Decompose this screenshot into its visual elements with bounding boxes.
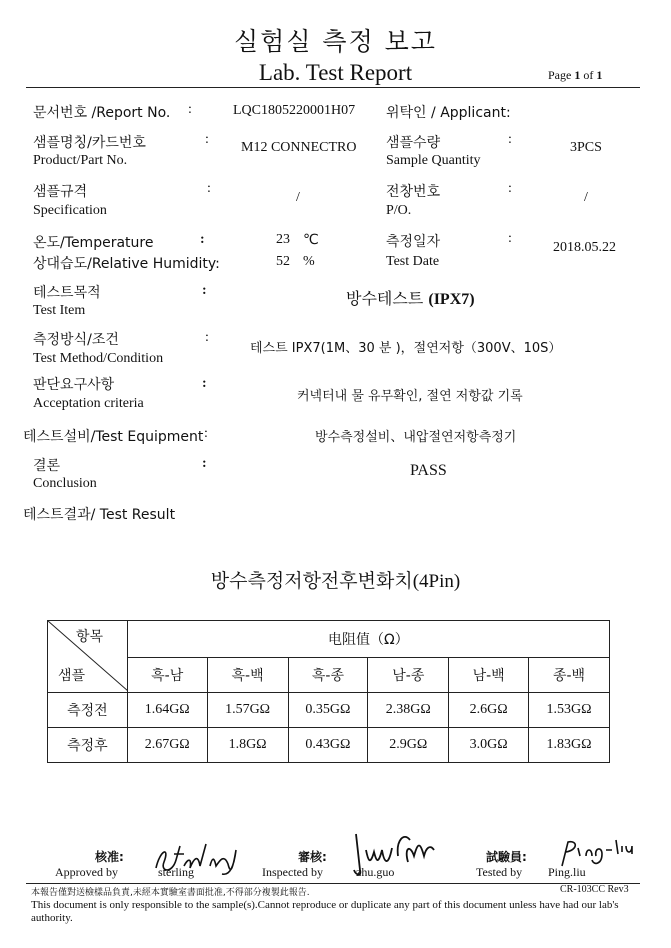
results-table [47,620,610,763]
equipment-value: 방수측정설비、내압절연저항측정기 [315,430,517,445]
table-cell: 2.6GΩ [449,693,529,728]
test-method-label-en: Test Method/Condition [33,351,164,366]
row-label: 측정전 [48,693,128,728]
tested-label-en: Tested by [476,865,523,879]
page-number [548,68,602,83]
corner-top-label: 항목 [76,629,104,645]
po-colon: : [508,181,512,196]
test-method-value: 테스트 IPX7(1M、30 분 )，절연저항（300V、10S） [250,341,562,356]
section-title-kr: 방수측정저항전후변화치 [210,570,413,592]
column-header: 흑-백 [207,658,288,693]
conclusion-value: PASS [410,462,447,479]
column-header: 흑-종 [288,658,368,693]
conclusion-label-en: Conclusion [33,476,97,491]
disclaimer-english: This document is only responsible to the sample(s).Cannot reproduce or duplicate any part of this document unless have had our lab's authority. [31,899,619,924]
test-date-label-kr: 측정일자 [386,234,441,250]
table-corner-cell [48,621,128,693]
sample-qty-label-en: Sample Quantity [386,153,481,168]
disclaimer-chinese: 本報告僅對送檢樣品負責,未經本實驗室書面批准,不得部分複製此報告. [31,888,310,898]
acceptance-label-kr: 판단요구사항 [33,377,115,393]
row-label: 측정후 [48,728,128,763]
humidity-label: 상대습도/Relative Humidity: [33,256,220,272]
tested-name: Ping.liu [548,865,586,879]
page-mid: of [580,68,597,82]
approved-signature [150,840,245,878]
part-no-value: M12 CONNECTRO [241,140,357,155]
acceptance-label-en: Acceptation criteria [33,396,144,411]
approved-label-en: Approved by [55,865,118,879]
equipment-label: 테스트설비/Test Equipment [23,429,204,445]
column-header: 남-백 [449,658,529,693]
test-item-value-kr: 방수테스트 [346,289,429,308]
test-item-label-kr: 테스트목적 [33,285,101,301]
report-no-value: LQC1805220001H07 [233,103,356,118]
temperature-label: 온도/Temperature [33,235,154,251]
spec-label-kr: 샘플규격 [33,184,88,200]
report-title-korean: 실험실 측정 보고 [234,27,437,56]
column-header: 종-백 [529,658,610,693]
test-date-label-en: Test Date [386,254,440,269]
table-cell: 0.43GΩ [288,728,368,763]
test-result-label: 테스트결과/ Test Result [23,507,176,523]
table-cell: 1.8GΩ [207,728,288,763]
test-method-label-kr: 측정방식/조건 [33,332,119,348]
sample-qty-colon: : [508,132,512,147]
table-cell: 0.35GΩ [288,693,368,728]
conclusion-label-kr: 결론 [33,458,61,474]
inspected-label-cn: 審核: [298,850,327,864]
spec-label-en: Specification [33,203,107,218]
po-label-kr: 전창번호 [386,184,441,200]
table-cell: 1.57GΩ [207,693,288,728]
footer-divider [26,883,640,884]
test-method-colon: : [205,330,209,345]
form-code: CR-103CC Rev3 [560,884,629,895]
report-no-colon: : [188,102,192,117]
acceptance-colon: : [202,376,207,391]
test-date-colon: : [508,231,512,246]
acceptance-value: 커넥터내 물 유무확인, 절연 저항값 기록 [297,389,523,404]
inspected-label-en: Inspected by [262,865,323,879]
approved-label-cn: 核准: [95,850,124,864]
conclusion-colon: : [202,456,207,471]
table-cell: 2.38GΩ [368,693,449,728]
spec-value: / [296,190,300,205]
test-date-value: 2018.05.22 [553,240,616,255]
part-no-label-en: Product/Part No. [33,153,128,168]
test-item-colon: : [202,283,207,298]
column-header: 흑-남 [127,658,207,693]
page-current: 1 [574,68,581,82]
test-item-value-en: (IPX7) [428,291,475,308]
table-cell: 1.83GΩ [529,728,610,763]
sample-qty-value: 3PCS [570,140,602,155]
temperature-value: 23 [276,232,290,247]
page-prefix: Page [548,68,575,82]
spec-colon: : [207,181,211,196]
part-no-colon: : [205,132,209,147]
table-cell: 1.53GΩ [529,693,610,728]
po-label-en: P/O. [386,203,412,218]
test-item-value [346,286,475,309]
section-title-en: (4Pin) [412,571,461,592]
test-item-label-en: Test Item [33,303,86,318]
table-cell: 1.64GΩ [127,693,207,728]
table-row [48,728,610,763]
report-no-label: 문서번호 /Report No. [33,105,171,121]
inspected-name: zhu.guo [356,865,395,879]
po-value: / [584,190,588,205]
temperature-colon: : [200,232,205,247]
table-cell: 2.9GΩ [368,728,449,763]
equipment-colon: : [204,426,208,441]
header-divider [26,87,640,88]
humidity-value: 52 [276,254,290,269]
sample-qty-label-kr: 샘플수량 [386,135,441,151]
corner-bottom-label: 샘플 [58,668,86,684]
resistance-group-header: 电阻值（Ω） [127,621,609,658]
table-cell: 3.0GΩ [449,728,529,763]
temperature-unit: ℃ [303,232,319,248]
column-header: 남-종 [368,658,449,693]
section-title [0,566,671,593]
tested-signature [558,836,636,870]
part-no-label-kr: 샘플명칭/카드번호 [33,135,146,151]
tested-label-cn: 試驗員: [486,850,527,864]
table-cell: 2.67GΩ [127,728,207,763]
approved-name: sterling [158,865,194,879]
report-title-english: Lab. Test Report [258,60,413,85]
applicant-label: 위탁인 / Applicant: [386,105,511,121]
humidity-unit: % [303,254,315,269]
inspected-signature [348,826,440,878]
page-total: 1 [596,68,603,82]
table-row [48,693,610,728]
